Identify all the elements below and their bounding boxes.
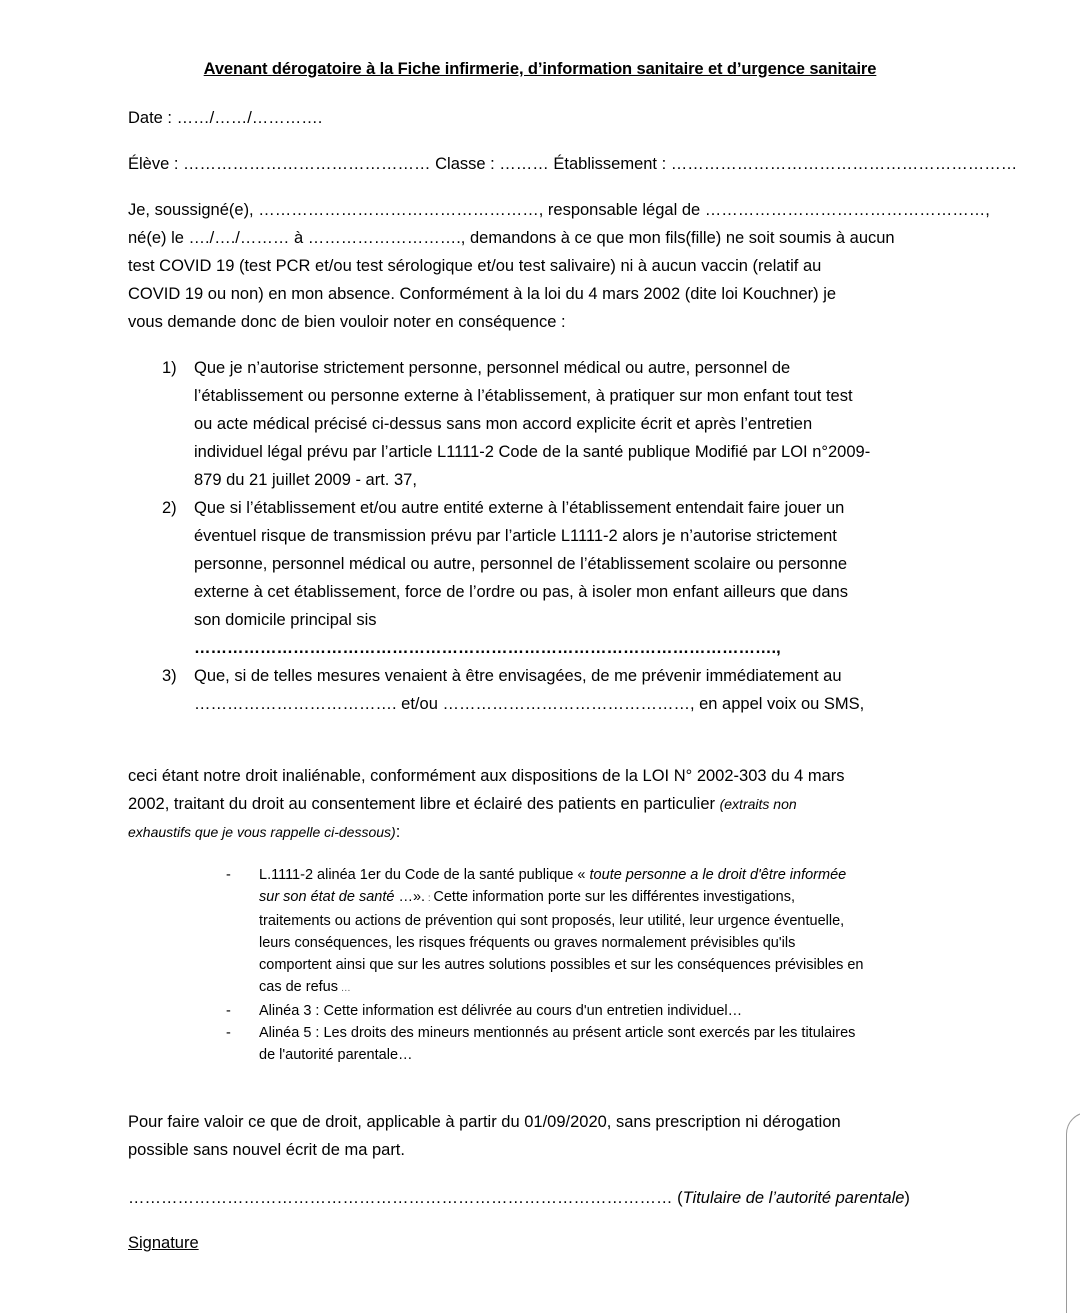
- address-blank: …………………………………………………………………………………………….,: [194, 639, 781, 657]
- holder-blank: ……………………………………………………………………………………… (: [128, 1189, 683, 1207]
- item-number: 2): [162, 499, 177, 517]
- intro-line: Je, soussigné(e), ……………………………………………, responsable légal de ……………………………………………,: [128, 201, 990, 219]
- excerpt-text: …».: [394, 889, 426, 905]
- excerpt-line: leurs conséquences, les risques fréquents ou graves normalement prévisibles qu'ils: [259, 935, 796, 951]
- holder-label: Titulaire de l’autorité parentale: [682, 1189, 905, 1207]
- excerpt-line: [259, 886, 952, 910]
- item-line: l’établissement ou personne externe à l’établissement, à pratiquer sur mon enfant tout test: [194, 387, 853, 405]
- law-excerpts: [226, 864, 952, 1066]
- item-line: éventuel risque de transmission prévu par l’article L1111-2 alors je n’autorise strictement: [194, 527, 837, 545]
- excerpt-line: [259, 864, 952, 886]
- document-title: Avenant dérogatoire à la Fiche infirmerie, d’information sanitaire et d’urgence sanitaire: [203, 60, 877, 78]
- item-number: 3): [162, 667, 177, 685]
- item-line: Que si l’établissement et/ou autre entité externe à l’établissement entendait faire jouer un: [194, 499, 845, 517]
- item-line: ………………………………. et/ou ………………………………………, en appel voix ou SMS,: [194, 695, 865, 713]
- closing-paragraph: [128, 1108, 953, 1164]
- item-line: externe à cet établissement, force de l’ordre ou pas, à isoler mon enfant ailleurs que dans: [194, 583, 848, 601]
- item-line: Que je n’autorise strictement personne, personnel médical ou autre, personnel de: [194, 359, 791, 377]
- bullet-dash: -: [226, 867, 231, 883]
- intro-line: test COVID 19 (test PCR et/ou test sérologique et/ou test salivaire) ni à aucun vaccin (relatif au: [128, 257, 822, 275]
- item-line: son domicile principal sis: [194, 611, 377, 629]
- excerpt-text: L.1111-2 alinéa 1er du Code de la santé publique «: [259, 867, 590, 883]
- item-line: 879 du 21 juillet 2009 - art. 37,: [194, 471, 417, 489]
- intro-line: né(e) le …./…./……… à ………………………., demandons à ce que mon fils(fille) ne soit soumis à aucun: [128, 229, 895, 247]
- excerpt-line: [259, 976, 952, 1000]
- date-field: Date : ……/……/………….: [128, 109, 323, 127]
- excerpt-line: de l'autorité parentale…: [259, 1047, 413, 1063]
- holder-line: [128, 1188, 910, 1208]
- excerpt-line: Alinéa 3 : Cette information est délivrée au cours d'un entretien individuel…: [259, 1003, 743, 1019]
- excerpt-quote: sur son état de santé: [259, 889, 395, 905]
- item-line: Que, si de telles mesures venaient à être envisagées, de me prévenir immédiatement au: [194, 667, 842, 685]
- excerpt-bullet: [226, 864, 952, 1000]
- item-line: ou acte médical précisé ci-dessus sans mon accord explicite écrit et après l’entretien: [194, 415, 813, 433]
- excerpt-line: Alinéa 5 : Les droits des mineurs mentionnés au présent article sont exercés par les titulaires: [259, 1025, 856, 1041]
- excerpt-line: traitements ou actions de prévention qui sont proposés, leur utilité, leur urgence éventuelle,: [259, 913, 845, 929]
- excerpt-quote: toute personne a le droit d'être informée: [589, 867, 847, 883]
- rights-paragraph: [128, 762, 953, 846]
- excerpt-line: comportent ainsi que sur les autres solutions possibles et sur les conséquences prévisibles en: [259, 957, 864, 973]
- rights-line: [128, 790, 953, 818]
- item-number: 1): [162, 359, 177, 377]
- bullet-dash: -: [226, 1025, 231, 1041]
- bullet-dash: -: [226, 1003, 231, 1019]
- holder-paren: ): [904, 1189, 910, 1207]
- excerpt-bullet: [226, 1022, 952, 1066]
- intro-line: COVID 19 ou non) en mon absence. Conformément à la loi du 4 mars 2002 (dite loi Kouchner) je: [128, 285, 837, 303]
- student-fields: Élève : ……………………………………… Classe : ……… Établissement : ………………………………………………………: [128, 155, 1018, 173]
- rights-note: (extraits non: [719, 796, 797, 812]
- intro-line: vous demande donc de bien vouloir noter en conséquence :: [128, 313, 566, 331]
- closing-line: possible sans nouvel écrit de ma part.: [128, 1141, 405, 1159]
- excerpt-text: cas de refus: [259, 979, 338, 995]
- rights-text: 2002, traitant du droit au consentement libre et éclairé des patients en particulier: [128, 795, 720, 813]
- intro-paragraph: [128, 196, 990, 336]
- closing-line: Pour faire valoir ce que de droit, applicable à partir du 01/09/2020, sans prescription ni dérogation: [128, 1113, 841, 1131]
- signature-label: Signature: [128, 1234, 199, 1252]
- excerpt-mark: :: [425, 893, 434, 904]
- scroll-corner-decoration: [1066, 1112, 1080, 1313]
- item-line: personne, personnel médical ou autre, personnel de l’établissement scolaire ou personne: [194, 555, 848, 573]
- item-line: individuel légal prévu par l’article L1111-2 Code de la santé publique Modifié par LOI n°2009-: [194, 443, 871, 461]
- rights-colon: :: [395, 823, 401, 841]
- excerpt-text: Cette information porte sur les différentes investigations,: [433, 889, 796, 905]
- excerpt-bullet: [226, 1000, 952, 1022]
- rights-line: [128, 818, 953, 846]
- excerpt-mark: …: [338, 983, 351, 994]
- rights-note: exhaustifs que je vous rappelle ci-dessous): [128, 824, 396, 840]
- rights-line: ceci étant notre droit inaliénable, conformément aux dispositions de la LOI N° 2002-303 du 4 mars: [128, 767, 845, 785]
